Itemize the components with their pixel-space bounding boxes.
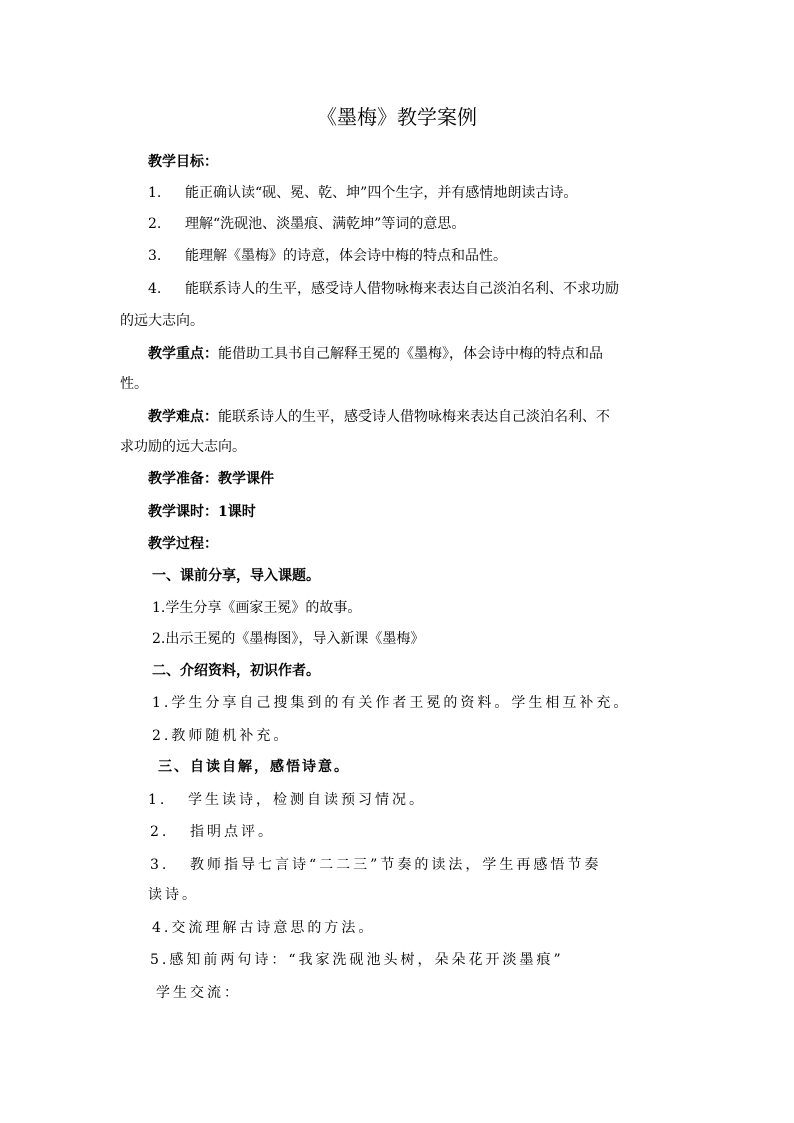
focus-label: 教学重点： [148, 346, 218, 362]
item-text: 指明点评。 [190, 824, 275, 840]
section-3-item-1 [148, 790, 426, 810]
student-exchange: 学生交流： [156, 985, 241, 1001]
section-3-item-5: 5.感知前两句诗：“我家洗砚池头树，朵朵花开淡墨痕” [150, 952, 564, 968]
teaching-prep: 教学准备：教学课件 [148, 471, 274, 487]
item-number: 3. [150, 857, 170, 873]
objective-item-3 [148, 246, 507, 266]
teaching-focus [148, 344, 603, 364]
item-text: 学生读诗，检测自读预习情况。 [188, 792, 426, 808]
teaching-hours: 教学课时：1课时 [148, 504, 256, 520]
process-heading: 教学过程： [148, 536, 218, 552]
objective-text: 能联系诗人的生平，感受诗人借物咏梅来表达自己淡泊名利、不求功励 [185, 281, 619, 297]
objective-item-4-continued: 的远大志向。 [120, 313, 204, 329]
section-1-item-2: 2.出示王冕的《墨梅图》，导入新课《墨梅》 [152, 631, 425, 647]
focus-continued: 性。 [120, 376, 148, 392]
difficulty-label: 教学难点： [148, 409, 218, 425]
section-3-item-2 [150, 822, 275, 842]
item-text: 教师指导七言诗“二二三”节奏的读法，学生再感悟节奏 [190, 857, 602, 873]
objective-number: 3. [148, 248, 162, 264]
section-3-item-3-continued: 读诗。 [148, 887, 199, 903]
section-1-item-1: 1.学生分享《画家王冕》的故事。 [152, 600, 362, 616]
objective-text: 能理解《墨梅》的诗意，体会诗中梅的特点和品性。 [185, 248, 507, 264]
objective-item-4 [148, 279, 619, 299]
objective-item-1 [148, 183, 577, 203]
section-3-item-3 [150, 855, 601, 875]
item-number: 2. [150, 824, 170, 840]
objective-number: 2. [148, 216, 162, 232]
page-title: 《墨梅》教学案例 [317, 105, 477, 129]
objective-text: 理解“洗砚池、淡墨痕、满乾坤”等词的意思。 [185, 216, 466, 232]
section-2-heading: 二、介绍资料，初识作者。 [152, 663, 320, 679]
section-1-heading: 一、课前分享，导入课题。 [152, 568, 320, 584]
difficulty-text: 能联系诗人的生平，感受诗人借物咏梅来表达自己淡泊名利、不 [218, 409, 610, 425]
item-number: 1. [148, 792, 168, 808]
focus-text: 能借助工具书自己解释王冕的《墨梅》，体会诗中梅的特点和品 [218, 346, 603, 362]
objective-item-2 [148, 214, 465, 234]
section-2-item-2: 2.教师随机补充。 [152, 728, 291, 744]
section-2-item-1: 1.学生分享自己搜集到的有关作者王冕的资料。学生相互补充。 [152, 695, 631, 711]
teaching-difficulty [148, 407, 610, 427]
section-3-heading: 三、自读自解，感悟诗意。 [158, 759, 350, 775]
section-3-item-4: 4.交流理解古诗意思的方法。 [152, 920, 376, 936]
objectives-heading: 教学目标： [148, 154, 218, 170]
objective-text: 能正确认读“砚、冕、乾、坤”四个生字，并有感情地朗读古诗。 [185, 185, 578, 201]
objective-number: 4. [148, 281, 162, 297]
objective-number: 1. [148, 185, 162, 201]
difficulty-continued: 求功励的远大志向。 [120, 439, 246, 455]
